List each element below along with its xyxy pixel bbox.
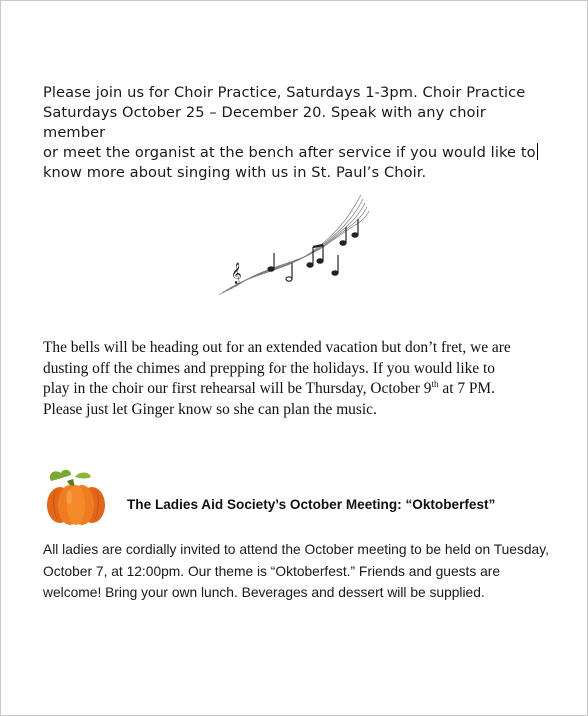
- choir-line: [43, 143, 543, 163]
- bells-line: [43, 379, 553, 400]
- choir-line: know more about singing with us in St. Paul’s Choir.: [43, 164, 427, 181]
- choir-line-text: or meet the organist at the bench after service if you would like to: [43, 144, 536, 161]
- choir-practice-paragraph: [43, 83, 543, 183]
- pumpkin-icon: [45, 467, 107, 529]
- bells-line: dusting off the chimes and prepping for the holidays. If you would like to: [43, 359, 495, 377]
- ladies-aid-paragraph: [43, 539, 563, 604]
- bells-line-text: at 7 PM.: [438, 380, 495, 397]
- music-notes-staff-icon: [213, 189, 373, 301]
- ladies-aid-heading: The Ladies Aid Society’s October Meeting: “Oktoberfest”: [127, 497, 496, 512]
- bells-line: The bells will be heading out for an extended vacation but don’t fret, we are: [43, 339, 511, 356]
- ladies-line: welcome! Bring your own lunch. Beverages and dessert will be supplied.: [43, 585, 485, 600]
- choir-line: Saturdays October 25 – December 20. Speak with any choir member: [43, 104, 486, 141]
- ordinal-suffix: th: [431, 378, 439, 389]
- text-cursor: [537, 143, 538, 160]
- svg-text:𝄞: 𝄞: [231, 263, 242, 284]
- ladies-line: October 7, at 12:00pm. Our theme is “Oktoberfest.” Friends and guests are: [43, 563, 501, 579]
- bells-line-text: play in the choir our first rehearsal will be Thursday, October 9: [43, 380, 432, 397]
- bells-line: Please just let Ginger know so she can plan the music.: [43, 400, 377, 418]
- ladies-line: All ladies are cordially invited to attend the October meeting to be held on Tuesday,: [43, 542, 549, 557]
- bells-paragraph: [43, 338, 553, 420]
- choir-line: Please join us for Choir Practice, Saturdays 1-3pm. Choir Practice: [43, 84, 526, 101]
